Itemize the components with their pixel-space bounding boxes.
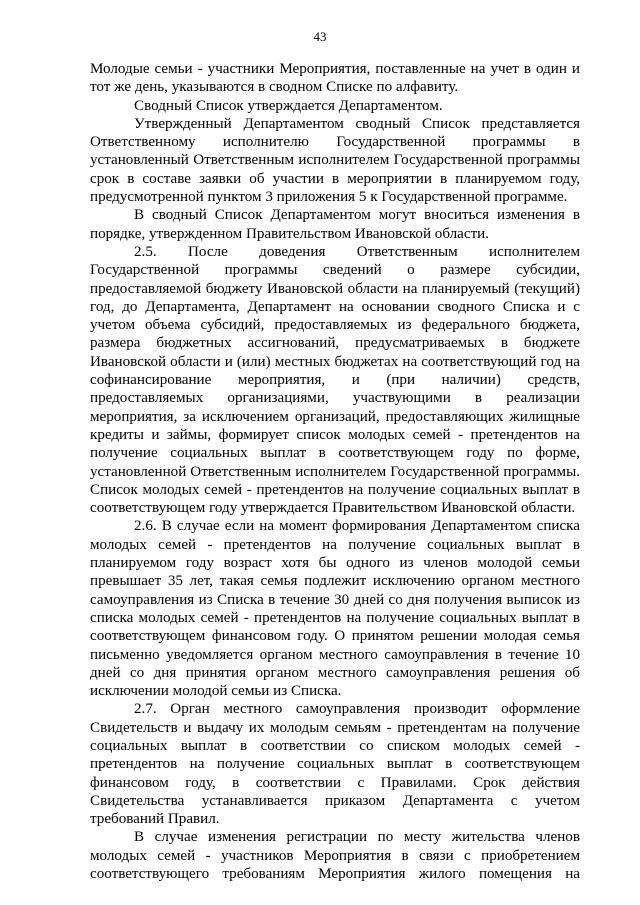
paragraph-registration-change: В случае изменения регистрации по месту жительства членов молодых семей - участников Мероприятия в связи с приобретением соответствующего требованиям Мероприятия жилого помещения на	[90, 829, 580, 883]
paragraph-section-2-7: 2.7. Орган местного самоуправления производит оформление Свидетельств и выдачу их молодым семьям - претендентам на получение социальных выплат в соответствии со списком молодых семей - претендентов на получение социальных выплат в соответствующем финансовом году, в соответствии с Правилами. Срок действия Свидетельства устанавливается приказом Департамента с учетом требований Правил.	[90, 701, 580, 828]
paragraph-list-approval: Сводный Список утверждается Департаментом.	[134, 97, 443, 114]
page-number: 43	[313, 29, 327, 44]
paragraph-section-2-6: 2.6. В случае если на момент формирования Департаментом списка молодых семей - претендентов на получение социальных выплат в планируемом году возраст хотя бы одного из членов молодой семьи превышает 35 лет, такая семья подлежит исключению органом местного самоуправления из Списка в течение 30 дней со дня получения выписок из списка молодых семей - претендентов на получение социальных выплат в соответствующем финансовом году. О принятом решении молодая семья письменно уведомляется органом местного самоуправления в течение 10 дней со дня принятия органом местного самоуправления решения об исключении молодой семьи из Списка.	[90, 518, 580, 700]
paragraph-list-changes: В сводный Список Департаментом могут вноситься изменения в порядке, утвержденном Правительством Ивановской области.	[90, 207, 580, 242]
paragraph-alphabetical-order: Молодые семьи - участники Мероприятия, поставленные на учет в один и тот же день, указываются в сводном Списке по алфавиту.	[90, 61, 580, 96]
document-body	[90, 60, 580, 883]
paragraph-section-2-5: 2.5. После доведения Ответственным исполнителем Государственной программы сведений о размере субсидии, предоставляемой бюджету Ивановской области на планируемый (текущий) год, до Департамента, Департамент на основании сводного Списка и с учетом объема субсидий, предоставляемых из федерального бюджета, размера бюджетных ассигнований, предусматриваемых в бюджете Ивановской области и (или) местных бюджетах на соответствующий год на софинансирование мероприятия, и (при наличии) средств, предоставляемых организациями, участвующими в реализации мероприятия, за исключением организаций, предоставляющих жилищные кредиты и займы, формирует список молодых семей - претендентов на получение социальных выплат в соответствующем году по форме, установленной Ответственным исполнителем Государственной программы. Список молодых семей - претендентов на получение социальных выплат в соответствующем году утверждается Правительством Ивановской области.	[90, 243, 580, 517]
paragraph-list-submission: Утвержденный Департаментом сводный Список представляется Ответственному исполнителю Государственной программы в установленный Ответственным исполнителем Государственной программы срок в составе заявки об участии в мероприятии в планируемом году, предусмотренной пунктом 3 приложения 5 к Государственной программе.	[90, 115, 580, 206]
